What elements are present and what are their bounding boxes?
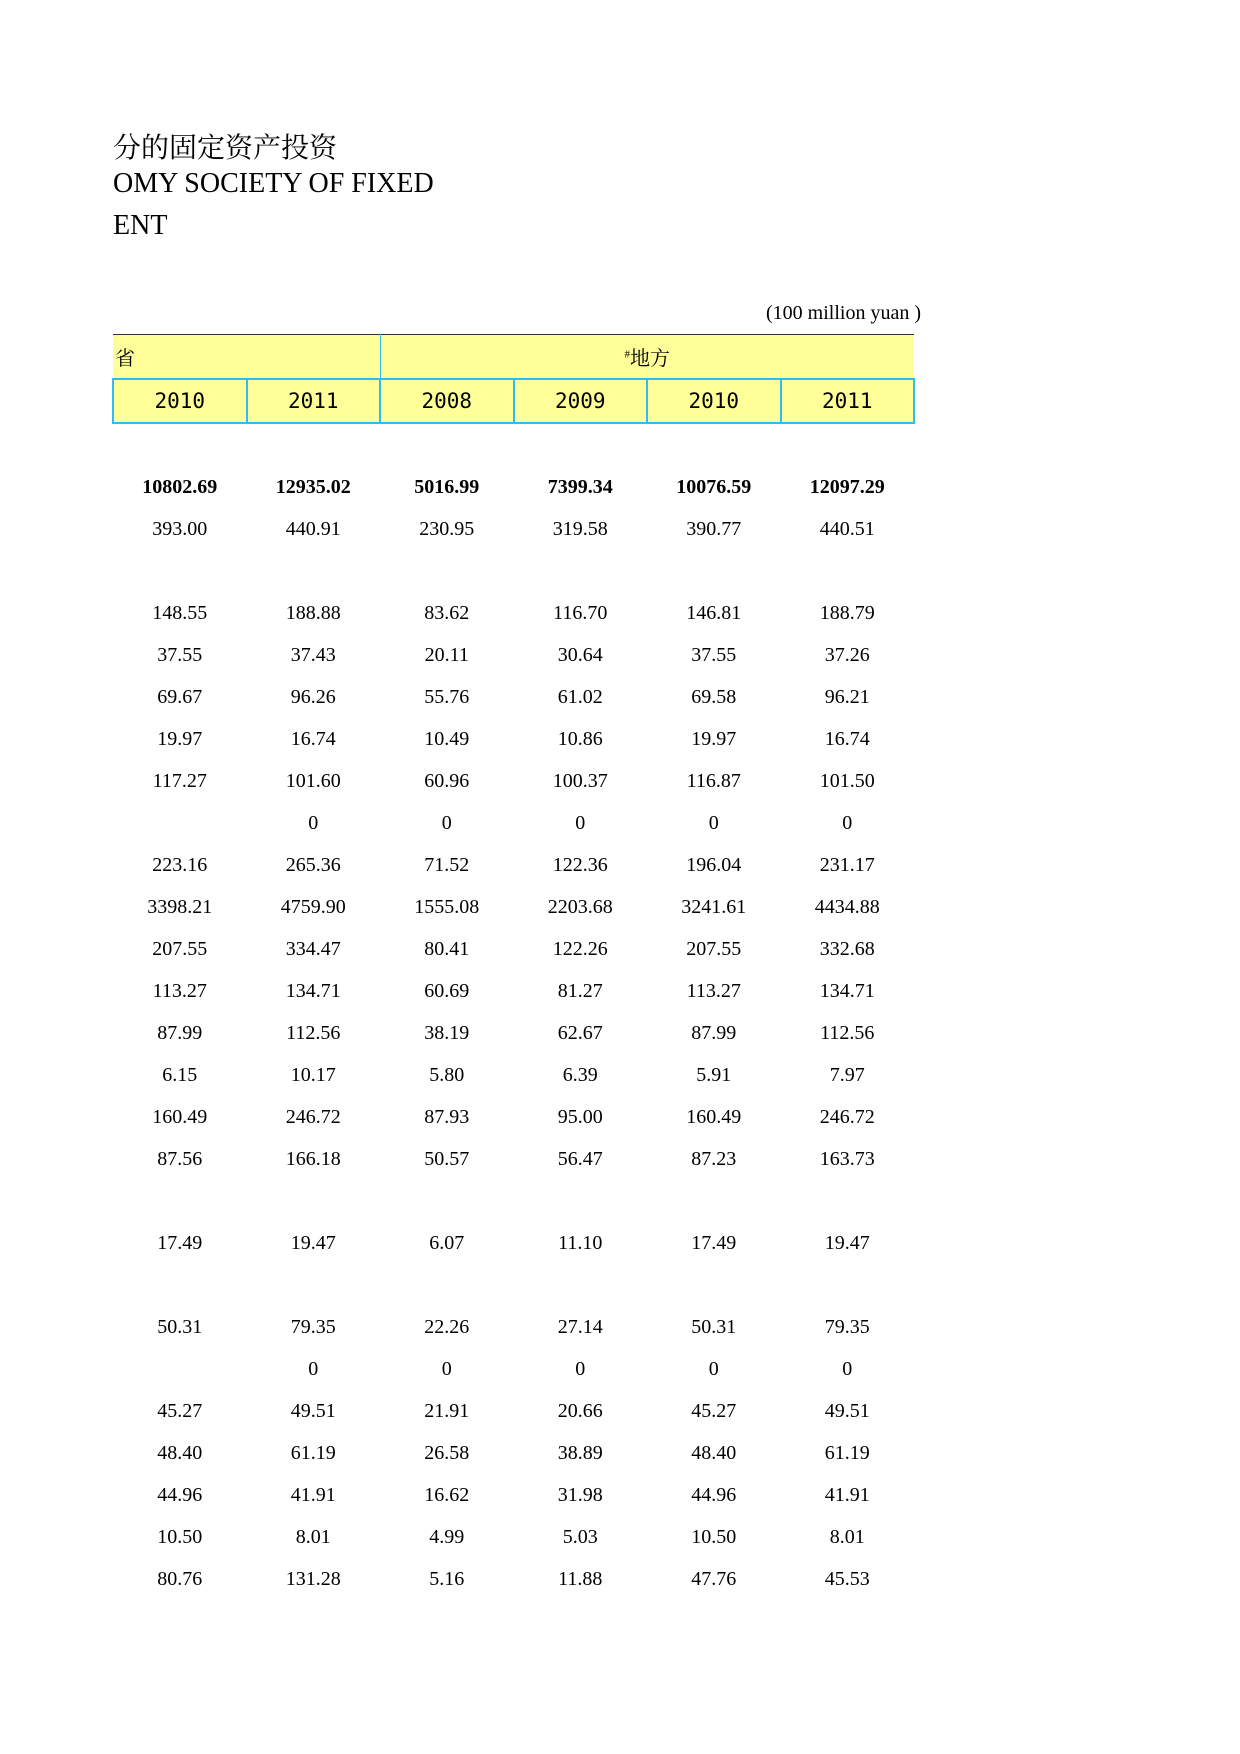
table-cell: 41.91 (290, 1483, 336, 1506)
table-row (113, 508, 914, 550)
table-cell (781, 550, 915, 592)
table-cell: 334.47 (285, 937, 341, 960)
table-cell: 80.41 (424, 937, 470, 960)
table-cell (514, 550, 648, 592)
table-cell: 0 (708, 1357, 719, 1380)
table-cell (781, 1180, 915, 1222)
table-cell: 44.96 (691, 1483, 737, 1506)
table-cell: 10.49 (424, 727, 470, 750)
table-cell: 265.36 (285, 853, 341, 876)
table-cell: 2203.68 (547, 895, 613, 918)
table-cell: 87.99 (157, 1021, 203, 1044)
table-cell: 5016.99 (414, 475, 480, 498)
year-header: 2010 (113, 379, 247, 423)
table-cell: 0 (441, 1357, 452, 1380)
table-cell: 113.27 (686, 979, 741, 1002)
table-cell: 38.19 (424, 1021, 470, 1044)
table-cell: 188.88 (285, 601, 341, 624)
table-cell: 12935.02 (275, 475, 351, 498)
table-cell: 188.79 (819, 601, 875, 624)
table-cell: 7399.34 (547, 475, 613, 498)
table-cell: 10802.69 (142, 475, 218, 498)
table-row (113, 676, 914, 718)
table-cell: 0 (441, 811, 452, 834)
table-cell: 16.74 (824, 727, 870, 750)
table-cell: 122.26 (552, 937, 608, 960)
table-cell: 19.47 (824, 1231, 870, 1254)
table-cell: 0 (308, 811, 319, 834)
table-cell (514, 1264, 648, 1306)
year-header: 2009 (514, 379, 648, 423)
table-cell: 134.71 (285, 979, 341, 1002)
table-cell: 20.11 (424, 643, 469, 666)
table-cell: 113.27 (152, 979, 207, 1002)
table-cell: 69.67 (157, 685, 203, 708)
table-cell: 56.47 (557, 1147, 603, 1170)
table-cell (647, 1180, 781, 1222)
table-cell: 112.56 (820, 1021, 875, 1044)
table-cell: 8.01 (295, 1525, 331, 1548)
table-cell: 79.35 (824, 1315, 870, 1338)
table-row (113, 760, 914, 802)
table-cell: 55.76 (424, 685, 470, 708)
table-cell: 44.96 (157, 1483, 203, 1506)
header-group-province: 省 (113, 335, 380, 380)
table-cell: 87.99 (691, 1021, 737, 1044)
table-cell (113, 1264, 247, 1306)
table-cell: 6.15 (162, 1063, 198, 1086)
table-cell: 4759.90 (280, 895, 346, 918)
table-cell: 49.51 (824, 1399, 870, 1422)
table-cell (380, 550, 514, 592)
table-cell: 21.91 (424, 1399, 470, 1422)
table-cell: 0 (575, 811, 586, 834)
table-cell: 38.89 (557, 1441, 603, 1464)
table-cell: 246.72 (819, 1105, 875, 1128)
data-table (112, 334, 915, 1600)
table-cell: 4434.88 (814, 895, 880, 918)
table-cell (380, 1264, 514, 1306)
table-cell: 17.49 (157, 1231, 203, 1254)
table-cell: 207.55 (686, 937, 742, 960)
table-cell: 10.50 (157, 1525, 203, 1548)
table-cell: 37.26 (824, 643, 870, 666)
table-cell: 5.16 (429, 1567, 465, 1590)
table-cell: 166.18 (285, 1147, 341, 1170)
table-cell: 19.97 (691, 727, 737, 750)
year-header: 2008 (380, 379, 514, 423)
table-row (113, 1138, 914, 1180)
table-row (113, 1012, 914, 1054)
table-cell: 131.28 (285, 1567, 341, 1590)
table-cell: 50.31 (157, 1315, 203, 1338)
table-cell: 79.35 (290, 1315, 336, 1338)
table-cell: 69.58 (691, 685, 737, 708)
table-cell (247, 550, 381, 592)
table-cell: 0 (842, 811, 853, 834)
table-cell: 45.27 (691, 1399, 737, 1422)
table-cell: 10.50 (691, 1525, 737, 1548)
table-cell: 87.56 (157, 1147, 203, 1170)
table-cell: 5.91 (696, 1063, 732, 1086)
table-cell: 37.43 (290, 643, 336, 666)
table-cell: 393.00 (152, 517, 208, 540)
title-english-line2: ENT (113, 210, 168, 241)
table-row (113, 1432, 914, 1474)
table-row (113, 1054, 914, 1096)
table-cell (647, 1264, 781, 1306)
table-cell (247, 1264, 381, 1306)
table-row (113, 802, 914, 844)
table-cell (113, 802, 247, 844)
table-cell: 319.58 (552, 517, 608, 540)
table-cell (647, 550, 781, 592)
table-cell: 163.73 (819, 1147, 875, 1170)
table-cell: 231.17 (819, 853, 875, 876)
table-cell: 83.62 (424, 601, 470, 624)
table-row (113, 970, 914, 1012)
table-cell: 22.26 (424, 1315, 470, 1338)
table-cell: 207.55 (152, 937, 208, 960)
table-cell: 62.67 (557, 1021, 603, 1044)
table-row (113, 1558, 914, 1600)
table-row (113, 886, 914, 928)
table-cell (113, 1348, 247, 1390)
table-cell: 10.86 (557, 727, 603, 750)
table-cell: 4.99 (429, 1525, 465, 1548)
table-cell: 61.19 (824, 1441, 870, 1464)
table-row (113, 1516, 914, 1558)
year-header: 2010 (647, 379, 781, 423)
table-cell: 60.69 (424, 979, 470, 1002)
table-cell: 30.64 (557, 643, 603, 666)
table-cell (247, 1180, 381, 1222)
table-cell: 101.50 (819, 769, 875, 792)
table-cell: 122.36 (552, 853, 608, 876)
table-cell: 332.68 (819, 937, 875, 960)
table-cell: 390.77 (686, 517, 742, 540)
table-cell: 80.76 (157, 1567, 203, 1590)
table-cell: 116.87 (686, 769, 741, 792)
table-row (113, 1222, 914, 1264)
table-row (113, 466, 914, 508)
table-cell: 41.91 (824, 1483, 870, 1506)
year-header: 2011 (781, 379, 915, 423)
table-cell: 20.66 (557, 1399, 603, 1422)
table-cell: 10.17 (290, 1063, 336, 1086)
table-cell: 134.71 (819, 979, 875, 1002)
table-row (113, 1264, 914, 1306)
table-row (113, 1096, 914, 1138)
unit-label: (100 million yuan ) (766, 302, 921, 324)
table-row (113, 718, 914, 760)
table-cell: 8.01 (829, 1525, 865, 1548)
table-cell: 0 (308, 1357, 319, 1380)
table-cell: 45.27 (157, 1399, 203, 1422)
table-cell: 6.07 (429, 1231, 465, 1254)
table-cell (113, 550, 247, 592)
table-row (113, 634, 914, 676)
table-cell: 96.21 (824, 685, 870, 708)
table-cell: 7.97 (829, 1063, 865, 1086)
table-cell: 61.19 (290, 1441, 336, 1464)
table-cell: 37.55 (691, 643, 737, 666)
footnote-mark: # (624, 348, 630, 361)
table-row (113, 592, 914, 634)
table-cell: 19.97 (157, 727, 203, 750)
table-cell: 3398.21 (147, 895, 213, 918)
header-year-row (113, 379, 914, 423)
table-cell: 45.53 (824, 1567, 870, 1590)
spacer-row (113, 423, 914, 466)
table-row (113, 1390, 914, 1432)
year-header: 2011 (247, 379, 381, 423)
table-row (113, 1306, 914, 1348)
table-cell: 0 (575, 1357, 586, 1380)
table-cell (781, 1264, 915, 1306)
table-cell: 5.03 (562, 1525, 598, 1548)
table-cell: 26.58 (424, 1441, 470, 1464)
table-cell: 440.91 (285, 517, 341, 540)
table-cell: 96.26 (290, 685, 336, 708)
table-cell: 11.88 (558, 1567, 603, 1590)
table-row (113, 1180, 914, 1222)
table-cell: 0 (708, 811, 719, 834)
table-cell: 160.49 (152, 1105, 208, 1128)
table-cell: 1555.08 (414, 895, 480, 918)
table-row (113, 928, 914, 970)
table-cell: 100.37 (552, 769, 608, 792)
table-cell: 116.70 (553, 601, 608, 624)
table-cell: 12097.29 (809, 475, 885, 498)
title-english-line1: OMY SOCIETY OF FIXED (113, 168, 434, 199)
table-cell: 11.10 (558, 1231, 603, 1254)
table-cell: 10076.59 (676, 475, 752, 498)
table-cell: 0 (842, 1357, 853, 1380)
table-cell: 6.39 (562, 1063, 598, 1086)
table-cell: 19.47 (290, 1231, 336, 1254)
table-cell: 246.72 (285, 1105, 341, 1128)
table-cell: 81.27 (557, 979, 603, 1002)
table-cell: 87.93 (424, 1105, 470, 1128)
table-row (113, 1348, 914, 1390)
table-body (113, 423, 914, 1600)
table-cell: 148.55 (152, 601, 208, 624)
table-row (113, 550, 914, 592)
table-cell: 146.81 (686, 601, 742, 624)
table-cell: 3241.61 (681, 895, 747, 918)
table-cell: 112.56 (286, 1021, 341, 1044)
table-cell: 17.49 (691, 1231, 737, 1254)
table-cell (514, 1180, 648, 1222)
table-cell: 27.14 (557, 1315, 603, 1338)
table-cell: 117.27 (152, 769, 207, 792)
table-cell: 440.51 (819, 517, 875, 540)
table-cell: 87.23 (691, 1147, 737, 1170)
table-cell: 47.76 (691, 1567, 737, 1590)
table-cell: 71.52 (424, 853, 470, 876)
header-group-local-label: 地方 (630, 348, 670, 370)
table-cell (380, 1180, 514, 1222)
table-cell (113, 1180, 247, 1222)
table-cell: 95.00 (557, 1105, 603, 1128)
table-row (113, 1474, 914, 1516)
table-cell: 101.60 (285, 769, 341, 792)
table-cell: 31.98 (557, 1483, 603, 1506)
table-cell: 16.74 (290, 727, 336, 750)
table-cell: 37.55 (157, 643, 203, 666)
table-cell: 230.95 (419, 517, 475, 540)
table-cell: 48.40 (157, 1441, 203, 1464)
table-row (113, 844, 914, 886)
header-group-row (113, 335, 914, 380)
title-chinese: 分的固定资产投资 (113, 133, 338, 164)
table-cell: 160.49 (686, 1105, 742, 1128)
table-cell: 223.16 (152, 853, 208, 876)
table-cell: 49.51 (290, 1399, 336, 1422)
table-cell: 61.02 (557, 685, 603, 708)
header-group-local (380, 335, 914, 380)
table-cell: 60.96 (424, 769, 470, 792)
table-cell: 196.04 (686, 853, 742, 876)
table-cell: 16.62 (424, 1483, 470, 1506)
table-cell: 48.40 (691, 1441, 737, 1464)
table-cell: 5.80 (429, 1063, 465, 1086)
table-cell: 50.31 (691, 1315, 737, 1338)
table-cell: 50.57 (424, 1147, 470, 1170)
